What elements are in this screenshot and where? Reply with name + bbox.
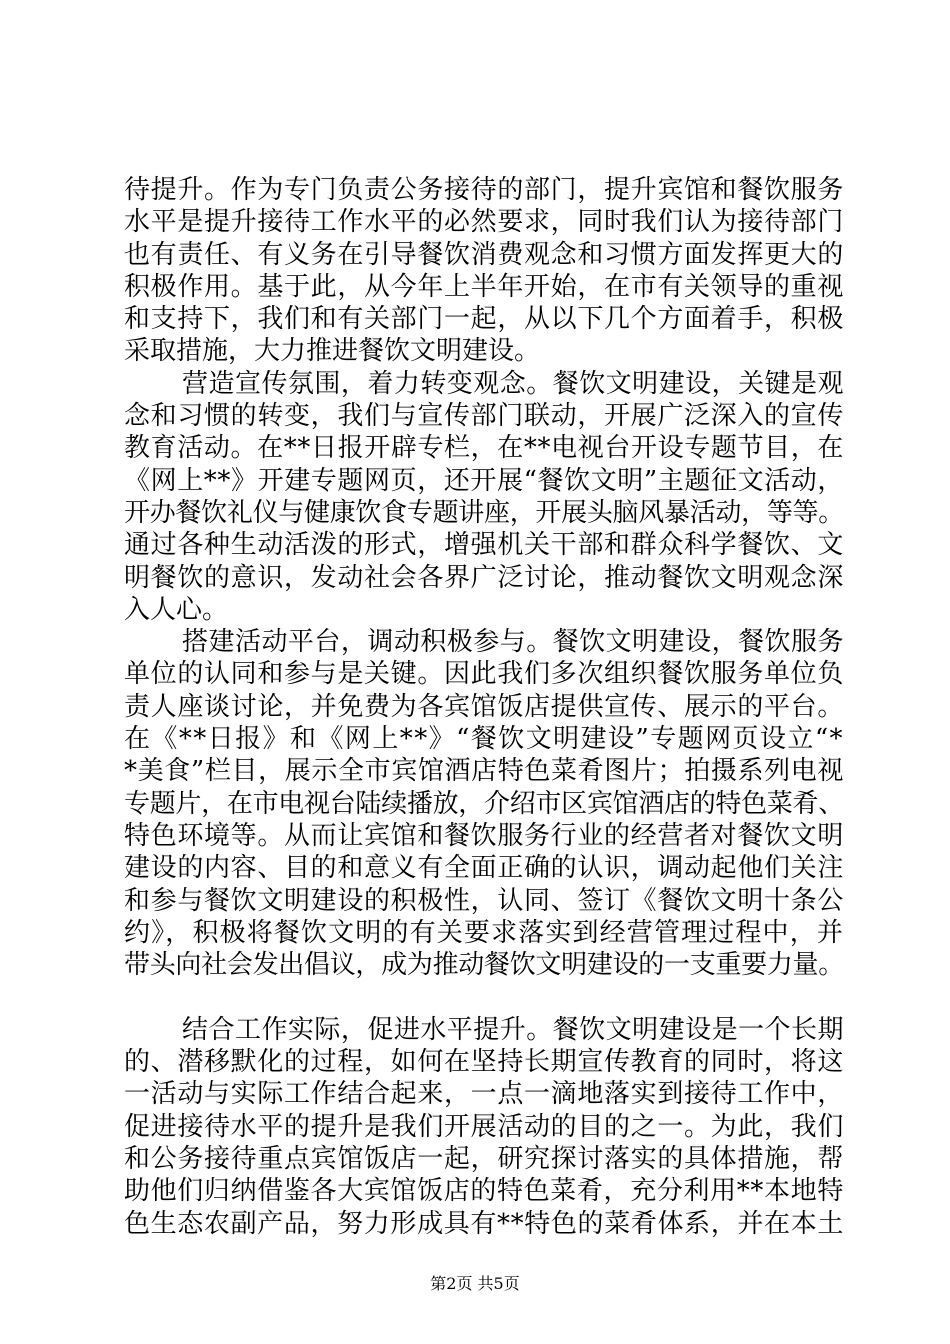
text-line: 促进接待水平的提升是我们开展活动的目的之一。为此，我们 bbox=[124, 1111, 844, 1142]
document-body bbox=[124, 174, 844, 1240]
text-line: 一活动与实际工作结合起来，一点一滴地落实到接待工作中， bbox=[124, 1079, 844, 1110]
text-line: 水平是提升接待工作水平的必然要求，同时我们认为接待部门 bbox=[124, 207, 844, 238]
text-line: 约》，积极将餐饮文明的有关要求落实到经营管理过程中，并 bbox=[124, 917, 844, 948]
text-line: 结合工作实际，促进水平提升。餐饮文明建设是一个长期 bbox=[182, 1014, 844, 1045]
text-line: *美食”栏目，展示全市宾馆酒店特色菜肴图片；拍摄系列电视 bbox=[124, 756, 844, 787]
text-line: 采取措施，大力推进餐饮文明建设。 bbox=[124, 336, 541, 367]
text-line: 和公务接待重点宾馆饭店一起，研究探讨落实的具体措施，帮 bbox=[124, 1143, 844, 1174]
text-line: 教育活动。在**日报开辟专栏，在**电视台开设专题节目，在 bbox=[124, 433, 844, 464]
text-line: 带头向社会发出倡议，成为推动餐饮文明建设的一支重要力量。 bbox=[124, 950, 844, 981]
text-line: 单位的认同和参与是关键。因此我们多次组织餐饮服务单位负 bbox=[124, 659, 844, 690]
page-footer: 第2页 共5页 bbox=[430, 1274, 520, 1293]
text-line: 也有责任、有义务在引导餐饮消费观念和习惯方面发挥更大的 bbox=[124, 239, 844, 270]
text-line: 建设的内容、目的和意义有全面正确的认识，调动起他们关注 bbox=[124, 853, 844, 884]
text-line: 责人座谈讨论，并免费为各宾馆饭店提供宣传、展示的平台。 bbox=[124, 691, 844, 722]
text-line: 开办餐饮礼仪与健康饮食专题讲座，开展头脑风暴活动，等等。 bbox=[124, 497, 844, 528]
text-line: 入人心。 bbox=[124, 594, 229, 625]
text-line: 特色环境等。从而让宾馆和餐饮服务行业的经营者对餐饮文明 bbox=[124, 820, 844, 851]
text-line bbox=[124, 981, 844, 1013]
text-line: 营造宣传氛围，着力转变观念。餐饮文明建设，关键是观 bbox=[182, 368, 844, 399]
text-line: 积极作用。基于此，从今年上半年开始，在市有关领导的重视 bbox=[124, 271, 844, 302]
text-line: 专题片，在市电视台陆续播放，介绍市区宾馆酒店的特色菜肴、 bbox=[124, 788, 844, 819]
text-line: 助他们归纳借鉴各大宾馆饭店的特色菜肴，充分利用**本地特 bbox=[124, 1176, 844, 1207]
text-line: 念和习惯的转变，我们与宣传部门联动，开展广泛深入的宣传 bbox=[124, 401, 844, 432]
text-line: 通过各种生动活泼的形式，增强机关干部和群众科学餐饮、文 bbox=[124, 530, 844, 561]
text-line: 明餐饮的意识，发动社会各界广泛讨论，推动餐饮文明观念深 bbox=[124, 562, 844, 593]
text-line: 和参与餐饮文明建设的积极性，认同、签订《餐饮文明十条公 bbox=[124, 885, 844, 916]
text-line: 和支持下，我们和有关部门一起，从以下几个方面着手，积极 bbox=[124, 304, 844, 335]
text-line: 《网上**》开建专题网页，还开展“餐饮文明”主题征文活动， bbox=[124, 465, 844, 496]
text-line: 搭建活动平台，调动积极参与。餐饮文明建设，餐饮服务 bbox=[182, 627, 844, 658]
text-line: 待提升。作为专门负责公务接待的部门，提升宾馆和餐饮服务 bbox=[124, 175, 844, 205]
text-line: 在《**日报》和《网上**》“餐饮文明建设”专题网页设立“* bbox=[124, 724, 844, 755]
text-line: 的、潜移默化的过程，如何在坚持长期宣传教育的同时，将这 bbox=[124, 1047, 844, 1078]
text-line: 色生态农副产品，努力形成具有**特色的菜肴体系，并在本土 bbox=[124, 1208, 844, 1239]
